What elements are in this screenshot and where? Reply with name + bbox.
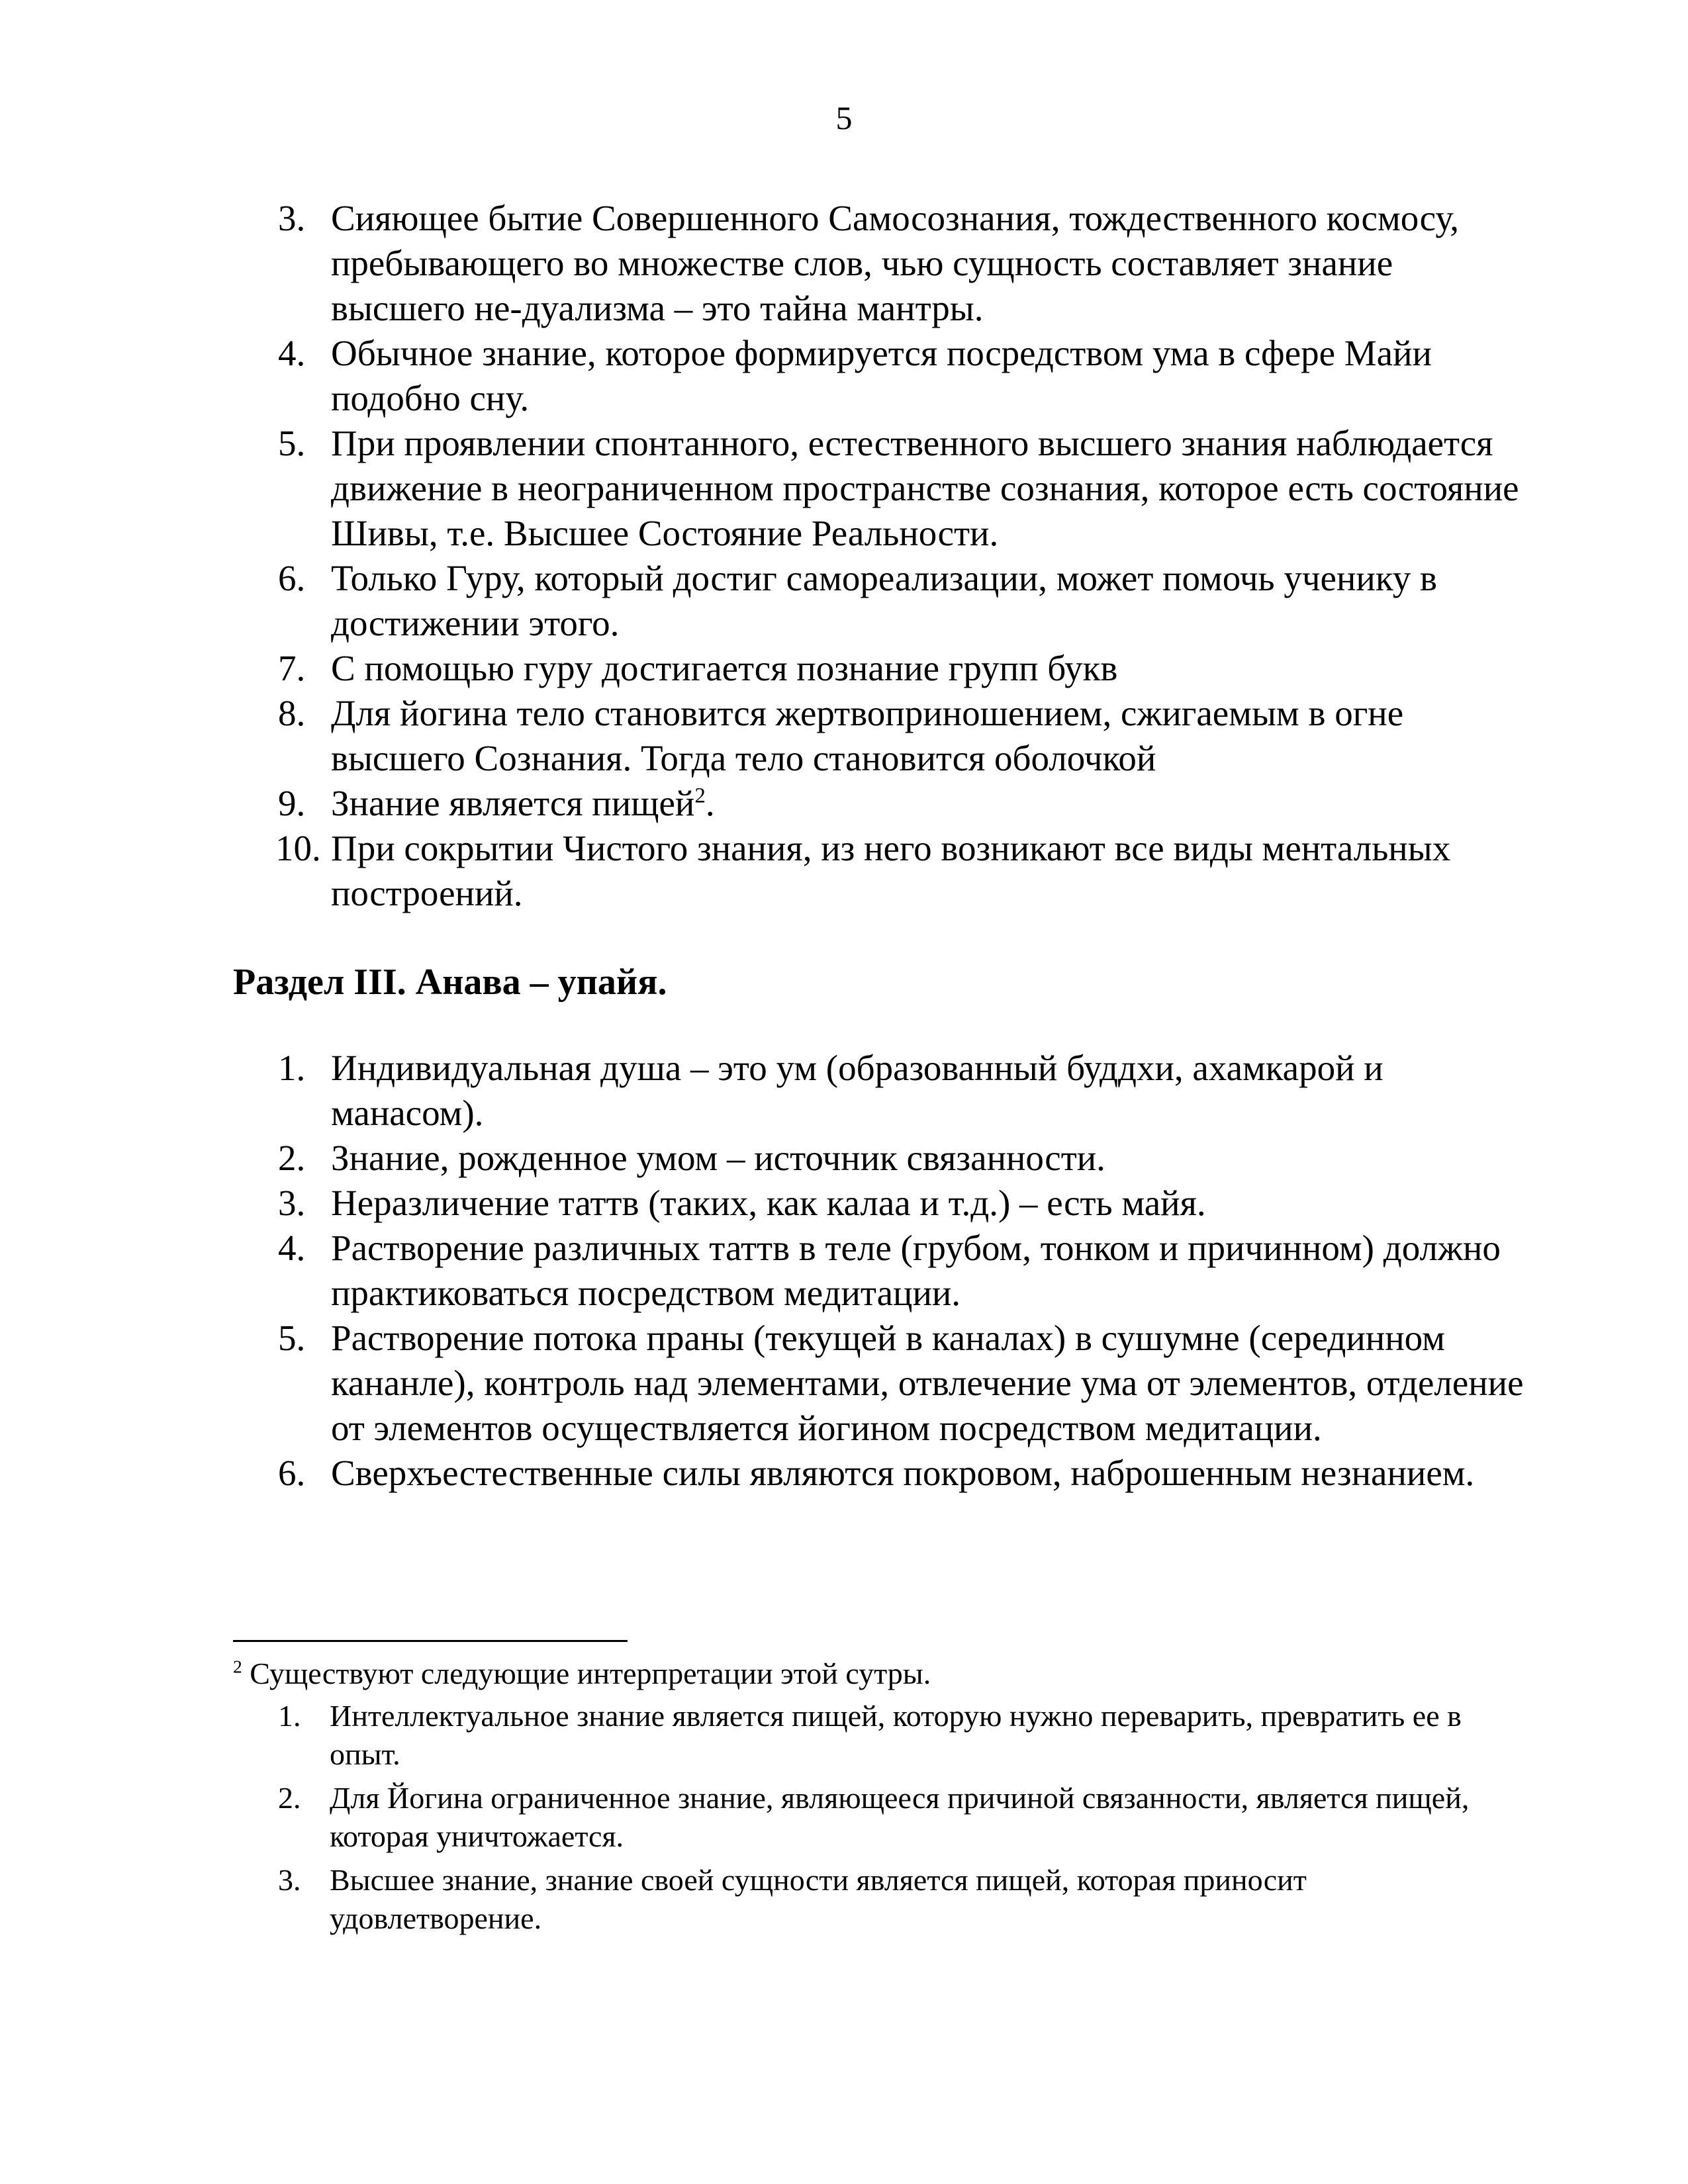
list-item xyxy=(278,781,1536,826)
item-number: 7. xyxy=(278,648,306,688)
footnote-item-number: 1. xyxy=(278,1699,301,1733)
list-item xyxy=(278,1226,1536,1316)
sutra-list-anava xyxy=(278,1046,1536,1496)
item-text: При проявлении спонтанного, естественного высшего знания наблюдается движение в неограниченном пространстве сознания, которое есть состояние Шивы, т.е. Высшее Состояние Реальности. xyxy=(331,423,1519,553)
list-item xyxy=(278,331,1536,421)
item-number: 5. xyxy=(278,423,306,463)
footnote-ref[interactable]: 2 xyxy=(694,784,706,808)
item-number: 1. xyxy=(278,1048,306,1088)
footnote-item-number: 3. xyxy=(278,1863,301,1897)
footnote-intro xyxy=(233,1655,1524,1693)
page-number: 5 xyxy=(835,99,853,136)
list-item xyxy=(278,421,1536,556)
item-text: Растворение потока праны (текущей в каналах) в сушумне (серединном кананле), контроль над элементами, отвлечение ума от элементов, отделение от элементов осуществляется йогином посредством медитации. xyxy=(331,1318,1524,1448)
item-number: 6. xyxy=(278,558,306,598)
item-text: Знание, рожденное умом – источник связанности. xyxy=(331,1138,1105,1178)
item-text: Сверхъестественные силы являются покровом, наброшенным незнанием. xyxy=(331,1453,1475,1493)
item-text: Только Гуру, который достиг самореализации, может помочь ученику в достижении этого. xyxy=(331,558,1437,643)
item-number: 9. xyxy=(278,783,306,823)
item-number: 3. xyxy=(278,198,306,238)
footnote-item-text: Для Йогина ограниченное знание, являющееся причиной связанности, является пищей, которая уничтожается. xyxy=(330,1781,1470,1853)
item-number: 8. xyxy=(278,693,306,733)
item-text: При сокрытии Чистого знания, из него возникают все виды ментальных построений. xyxy=(331,828,1451,913)
list-item xyxy=(278,1451,1536,1496)
footnote xyxy=(233,1655,1524,1943)
footnote-separator xyxy=(233,1640,628,1642)
list-item xyxy=(278,556,1536,646)
item-text: Растворение различных таттв в теле (грубом, тонком и причинном) должно практиковаться посредством медитации. xyxy=(331,1228,1501,1313)
list-item xyxy=(278,196,1536,331)
item-number: 4. xyxy=(278,333,306,373)
sutra-list-top xyxy=(275,196,1536,916)
item-text: С помощью гуру достигается познание групп букв xyxy=(331,648,1118,688)
list-item xyxy=(278,646,1536,691)
list-item xyxy=(278,691,1536,781)
footnote-intro-text: Существуют следующие интерпретации этой сутры. xyxy=(250,1657,931,1690)
section-heading: Раздел III. Анава – упайя. xyxy=(233,962,667,1003)
footnote-list xyxy=(233,1697,1524,1938)
item-text-tail: . xyxy=(705,783,715,823)
footnote-item xyxy=(278,1779,1524,1856)
item-number: 5. xyxy=(278,1318,306,1358)
item-number: 4. xyxy=(278,1228,306,1268)
footnote-item-text: Высшее знание, знание своей сущности является пищей, которая приносит удовлетворение. xyxy=(330,1863,1307,1935)
item-text: Сияющее бытие Совершенного Самосознания, тождественного космосу, пребывающего во множестве слов, чью сущность составляет знание высшего не-дуализма – это тайна мантры. xyxy=(331,198,1460,328)
item-text: Индивидуальная душа – это ум (образованный буддхи, ахамкарой и манасом). xyxy=(331,1048,1383,1133)
list-item xyxy=(278,1136,1536,1181)
item-text: Обычное знание, которое формируется посредством ума в сфере Майи подобно сну. xyxy=(331,333,1432,418)
footnote-mark: 2 xyxy=(233,1656,242,1677)
item-number: 2. xyxy=(278,1138,306,1178)
list-item xyxy=(278,1316,1536,1451)
item-text: Знание является пищей xyxy=(331,783,695,823)
footnote-item-number: 2. xyxy=(278,1781,301,1815)
list-item xyxy=(278,1181,1536,1226)
item-number: 10. xyxy=(275,828,321,868)
footnote-item-text: Интеллектуальное знание является пищей, которую нужно переварить, превратить ее в опыт. xyxy=(330,1699,1462,1771)
item-number: 3. xyxy=(278,1183,306,1223)
footnote-item xyxy=(278,1861,1524,1938)
item-text: Для йогина тело становится жертвоприношением, сжигаемым в огне высшего Сознания. Тогда тело становится оболочкой xyxy=(331,693,1404,778)
list-item xyxy=(275,826,1536,916)
footnote-item xyxy=(278,1697,1524,1774)
item-number: 6. xyxy=(278,1453,306,1493)
item-text: Неразличение таттв (таких, как калаа и т.д.) – есть майя. xyxy=(331,1183,1206,1223)
list-item xyxy=(278,1046,1536,1136)
